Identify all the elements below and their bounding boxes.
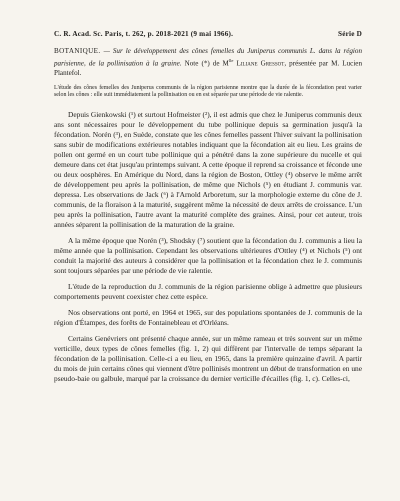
body-paragraph-5: Certains Genévriers ont présenté chaque année, sur un même rameau et très souvent sur un même verticille, deux types de cônes femelles (fig. 1, 2) qui diffèrent par l'intervalle de temps séparant la fécondation de la pollinisation. Celle-ci a eu lieu, en 1965, dans la première quinzaine d'avril. A partir du mois de juin certains cônes qui viennent d'être pollinisés montrent un début de transformation en une pseudo-baie ou galbule, marqué par la croissance du dernier verticille d'écailles (fig. 1, c). Celles-ci, [54, 334, 362, 384]
abstract: L'étude des cônes femelles des Juniperus communis de la région parisienne montre que la durée de la fécondation peut varier selon les cônes : elle suit immédiatement la pollinisation ou en est séparée par une période de vie ralentie. [54, 84, 362, 98]
body-paragraph-1: Depuis Gienkowski (¹) et surtout Hofmeister (²), il est admis que chez le Juniperus communis deux ans sont nécessaires pour le développement du tube pollinique depuis sa germination jusqu'à la fécondation. Norén (³), en Suède, constate que les cônes femelles passent l'hiver suivant la pollinisation sans subir de modifications extérieures notables indiquant que la fécondation ait eu lieu. Les grains de pollen ont germé en un court tube pollinique qui a pénétré dans la zone supérieure du nucelle et qui demeure dans cet état jusqu'au printemps suivant. A cette époque il reprend sa croissance et féconde une ou deux oosphères. En Amérique du Nord, dans la région de Boston, Ottley (⁴) observe le même arrêt de développement peu après la pollinisation, de même que Nichols (⁵) en étudiant J. communis var. depressa. Les observations de Jack (⁶) à l'Arnold Arboretum, sur la morphologie externe du cône de J. communis, de la floraison à la maturité, suggèrent même la nécessité de deux arrêts de croissance. L'un peu après la pollinisation, l'autre avant la maturité complète des graines. Ainsi, pour cet auteur, trois années séparent la pollinisation de la maturation de la graine. [54, 110, 362, 230]
note-label: Note (*) de M [181, 59, 229, 68]
journal-citation: C. R. Acad. Sc. Paris, t. 262, p. 2018-2021 (9 mai 1966). [54, 30, 234, 38]
note-superscript: lle [228, 58, 234, 64]
body-paragraph-3: L'étude de la reproduction du J. communis de la région parisienne oblige à admettre que plusieurs comportements peuvent coexister chez cette espèce. [54, 282, 362, 302]
journal-header [54, 30, 362, 38]
presented-by: , présentée par M. Lucien Plantefol. [54, 59, 362, 78]
body-paragraph-4: Nos observations ont porté, en 1964 et 1965, sur des populations spontanées de J. communis de la région d'Étampes, des forêts de Fontainebleau et d'Orléans. [54, 308, 362, 328]
title-text-a: — Sur le développement des cônes femelles du [100, 47, 248, 55]
title-text-b: dans la région parisienne, de la pollinisation à la graine. [54, 47, 362, 68]
series-label: Série D [338, 30, 362, 38]
section-label: BOTANIQUE. [54, 47, 101, 55]
author-name: Liliane Gressot [233, 59, 285, 68]
title-genus: Juniperus communis L. [247, 47, 316, 55]
article-title [54, 47, 362, 79]
body-paragraph-2: A la même époque que Norén (³), Shodsky (⁷) soutient que la fécondation du J. communis a lieu la même année que la pollinisation. Cependant les observations ultérieures d'Ottley (⁴) et Nichols (⁵) ont conduit la majorité des auteurs à considérer que la pollinisation et la fécondation chez le J. communis sont toujours séparées par une période de vie ralentie. [54, 236, 362, 276]
